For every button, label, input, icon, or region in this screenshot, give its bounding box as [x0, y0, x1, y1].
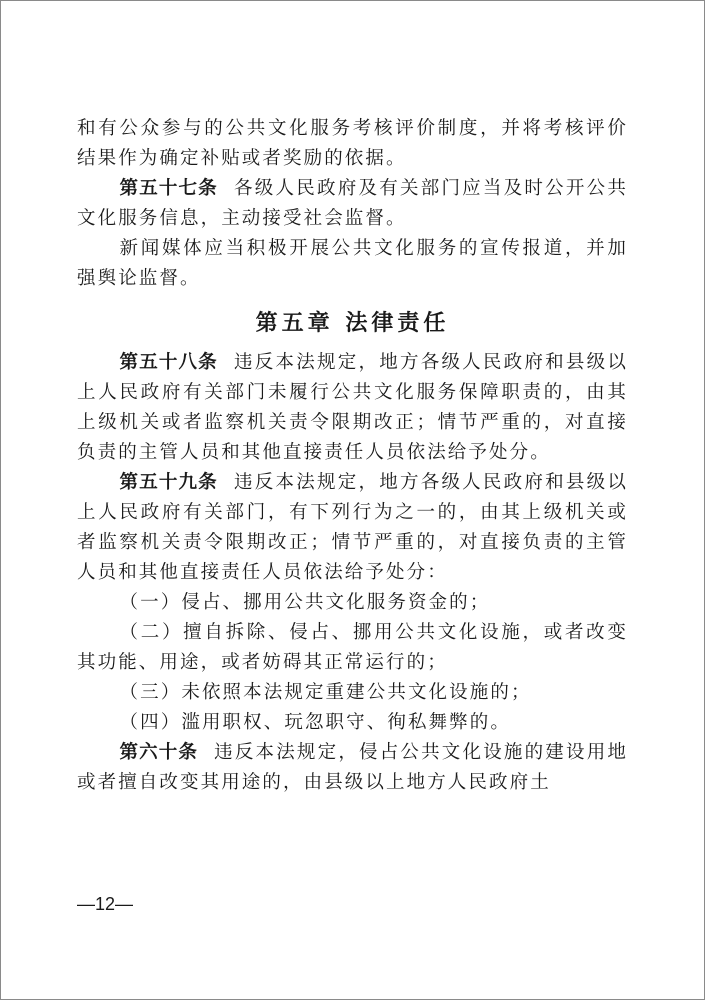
article-60: [77, 738, 628, 798]
article-59-item-1: （一）侵占、挪用公共文化服务资金的；: [119, 592, 491, 613]
article-57-text: 各级人民政府及有关部门应当及时公开公共文化服务信息，主动接受社会监督。: [77, 178, 628, 229]
article-60-text: 违反本法规定，侵占公共文化设施的建设用地或者擅自改变其用途的，由县级以上地方人民政府土: [77, 742, 628, 793]
page-number: —12—: [77, 894, 134, 914]
article-59-item-2: （二）擅自拆除、侵占、挪用公共文化设施，或者改变其功能、用途，或者妨碍其正常运行的；: [77, 622, 628, 673]
article-58-number: 第五十八条: [119, 352, 218, 373]
paragraph-continuation: 和有公众参与的公共文化服务考核评价制度，并将考核评价结果作为确定补贴或者奖励的依据。: [77, 118, 628, 169]
page-body: [77, 114, 628, 798]
article-58: [77, 348, 628, 468]
article-59-number: 第五十九条: [119, 472, 218, 493]
article-59: [77, 468, 628, 588]
article-59-item-3: （三）未依照本法规定重建公共文化设施的；: [119, 682, 532, 703]
article-58-text: 违反本法规定，地方各级人民政府和县级以上人民政府有关部门未履行公共文化服务保障职责的，由其上级机关或者监察机关责令限期改正；情节严重的，对直接负责的主管人员和其他直接责任人员依法给予处分。: [77, 352, 628, 463]
article-57: [77, 174, 628, 234]
article-60-number: 第六十条: [119, 742, 198, 763]
article-59-text: 违反本法规定，地方各级人民政府和县级以上人民政府有关部门，有下列行为之一的，由其上级机关或者监察机关责令限期改正；情节严重的，对直接负责的主管人员和其他直接责任人员依法给予处分：: [77, 472, 628, 583]
article-59-item-4: （四）滥用职权、玩忽职守、徇私舞弊的。: [119, 712, 511, 733]
article-57-paragraph-2: 新闻媒体应当积极开展公共文化服务的宣传报道，并加强舆论监督。: [77, 238, 628, 289]
chapter-heading: 第五章 法律责任: [255, 311, 450, 336]
article-57-number: 第五十七条: [119, 178, 218, 199]
